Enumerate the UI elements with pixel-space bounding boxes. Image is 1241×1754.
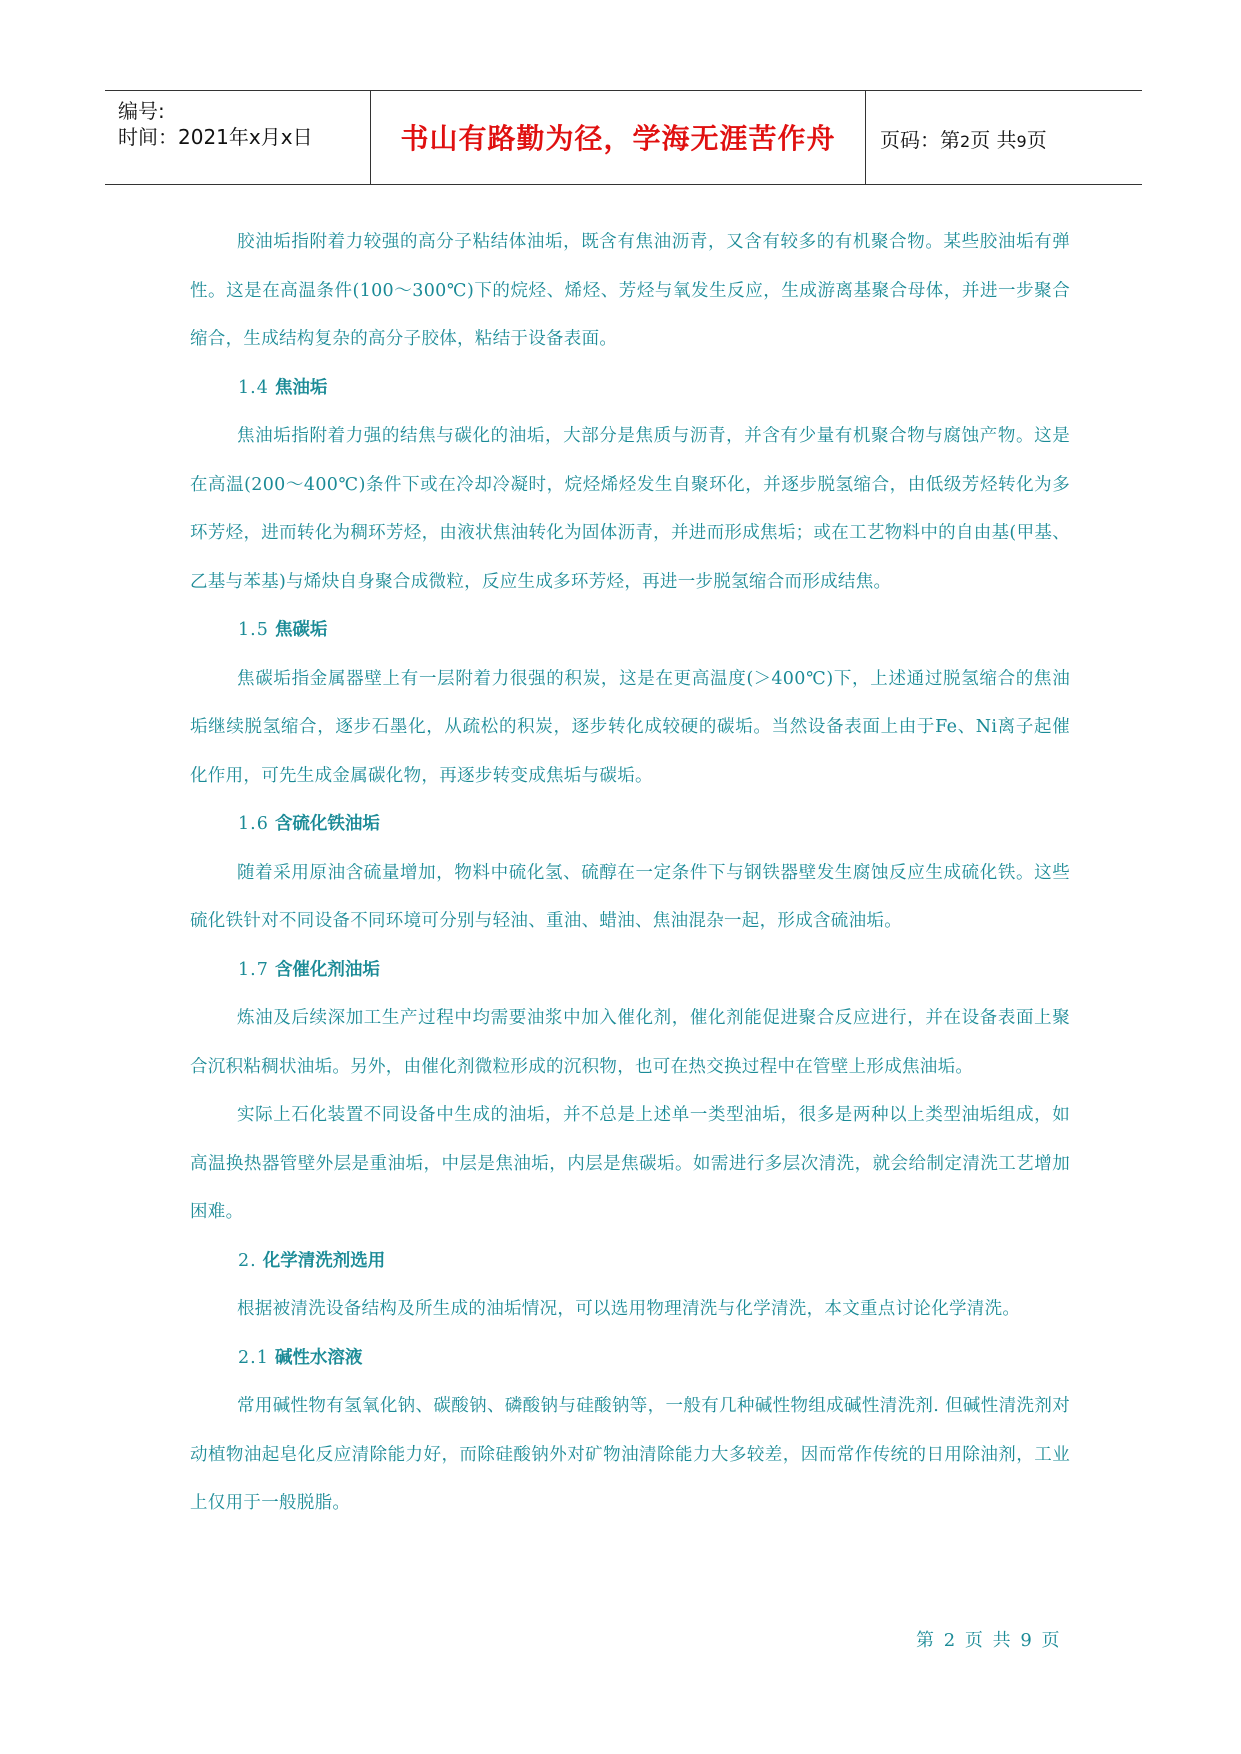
section-number: 2.1: [238, 1347, 269, 1368]
section-heading: [190, 1237, 1070, 1286]
paragraph: 焦碳垢指金属器壁上有一层附着力很强的积炭，这是在更高温度(＞400℃)下，上述通过脱氢缩合的焦油垢继续脱氢缩合，逐步石墨化，从疏松的积炭，逐步转化成较硬的碳垢。当然设备表面上由于Fe、Ni离子起催化作用，可先生成金属碳化物，再逐步转变成焦垢与碳垢。: [190, 668, 1070, 786]
motto-text: 书山有路勤为径，学海无涯苦作舟: [400, 122, 836, 155]
paragraph: 焦油垢指附着力强的结焦与碳化的油垢，大部分是焦质与沥青，并含有少量有机聚合物与腐蚀产物。这是在高温(200～400℃)条件下或在冷却冷凝时，烷烃烯烃发生自聚环化，并逐步脱氢缩合，由低级芳烃转化为多环芳烃，进而转化为稠环芳烃，由液状焦油转化为固体沥青，并进而形成焦垢；或在工艺物料中的自由基(甲基、乙基与苯基)与烯炔自身聚合成微粒，反应生成多环芳烃，再进一步脱氢缩合而形成结焦。: [190, 426, 1070, 592]
paragraph: 根据被清洗设备结构及所生成的油垢情况，可以选用物理清洗与化学清洗，本文重点讨论化学清洗。: [237, 1299, 1021, 1319]
section-title: 碱性水溶液: [274, 1347, 363, 1368]
section-number: 1.4: [238, 377, 269, 398]
paragraph: 常用碱性物有氢氧化钠、碳酸钠、磷酸钠与硅酸钠等，一般有几种碱性物组成碱性清洗剂. 但碱性清洗剂对动植物油起皂化反应清除能力好，而除硅酸钠外对矿物油清除能力大多较差，因而常作传统的日用除油剂，工业上仅用于一般脱脂。: [190, 1396, 1070, 1513]
section-heading: [190, 800, 1070, 849]
paragraph: 实际上石化装置不同设备中生成的油垢，并不总是上述单一类型油垢，很多是两种以上类型油垢组成，如高温换热器管壁外层是重油垢，中层是焦油垢，内层是焦碳垢。如需进行多层次清洗，就会给制定清洗工艺增加困难。: [190, 1105, 1070, 1222]
section-number: 1.5: [238, 620, 269, 640]
section-number: 1.6: [238, 814, 269, 834]
section-title: 焦油垢: [274, 377, 328, 398]
page-code-current: 2: [960, 132, 971, 151]
section-title: 含硫化铁油垢: [274, 814, 380, 834]
section-number: 2.: [238, 1250, 257, 1271]
section-title: 焦碳垢: [274, 620, 328, 640]
time-label: 时间：2021年x月x日: [118, 125, 313, 149]
page-code-suffix: 页: [1026, 128, 1047, 152]
header-page-cell: [866, 91, 1142, 184]
section-title: 含催化剂油垢: [274, 959, 380, 980]
section-title: 化学清洗剂选用: [262, 1250, 386, 1271]
section-heading: [190, 606, 1070, 655]
section-heading: [190, 946, 1070, 995]
document-body: [190, 218, 1070, 1528]
page-code-mid: 页 共: [970, 128, 1017, 152]
section-heading: [190, 364, 1070, 413]
section-number: 1.7: [238, 959, 269, 980]
page-code-prefix: 页码：第: [880, 128, 960, 152]
page-code: [880, 124, 1047, 153]
paragraph: 随着采用原油含硫量增加，物料中硫化氢、硫醇在一定条件下与钢铁器壁发生腐蚀反应生成硫化铁。这些硫化铁针对不同设备不同环境可分别与轻油、重油、蜡油、焦油混杂一起，形成含硫油垢。: [190, 862, 1070, 931]
page-header: [105, 90, 1142, 185]
serial-number-label: 编号:: [118, 99, 165, 123]
header-info-cell: [105, 91, 371, 184]
paragraph: 胶油垢指附着力较强的高分子粘结体油垢，既含有焦油沥青，又含有较多的有机聚合物。某些胶油垢有弹性。这是在高温条件(100～300℃)下的烷烃、烯烃、芳烃与氧发生反应，生成游离基聚合母体，并进一步聚合缩合，生成结构复杂的高分子胶体，粘结于设备表面。: [190, 232, 1070, 349]
page-footer: 第 2 页 共 9 页: [916, 1630, 1062, 1651]
header-motto-cell: [371, 91, 866, 184]
paragraph: 炼油及后续深加工生产过程中均需要油浆中加入催化剂，催化剂能促进聚合反应进行，并在设备表面上聚合沉积粘稠状油垢。另外，由催化剂微粒形成的沉积物，也可在热交换过程中在管壁上形成焦油垢。: [190, 1008, 1070, 1077]
section-heading: [190, 1334, 1070, 1383]
page-code-total: 9: [1016, 132, 1027, 151]
